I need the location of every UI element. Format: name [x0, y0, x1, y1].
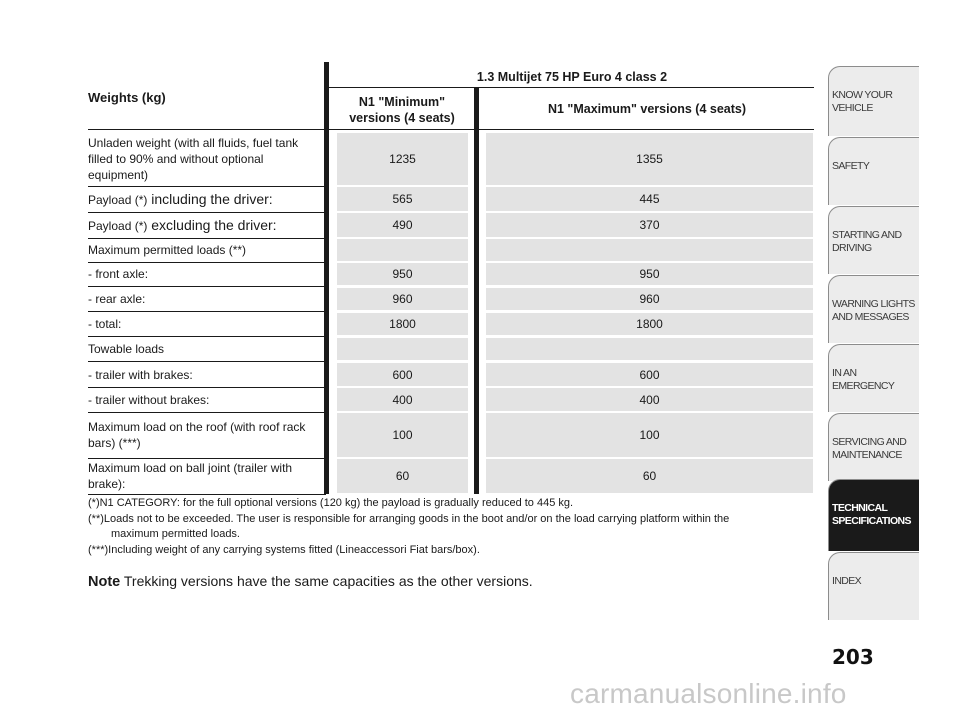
- column-heading-min-line1: N1 "Minimum": [358, 95, 446, 109]
- note-label: Note: [88, 574, 121, 590]
- chapter-tab[interactable]: [828, 275, 919, 343]
- cell-max: [486, 239, 813, 261]
- chapter-tab[interactable]: [828, 413, 919, 481]
- row-label: [88, 239, 320, 261]
- column-separator: [324, 62, 329, 494]
- row-label: [88, 413, 320, 457]
- cell-max: 950: [486, 263, 813, 285]
- row-label-text: - trailer with brakes:: [88, 367, 193, 382]
- cell-min: 1235: [337, 133, 468, 185]
- chapter-tab-label: WARNING LIGHTS AND MESSAGES: [832, 298, 915, 323]
- row-rule: [88, 361, 326, 362]
- table-header-label: Weights (kg): [88, 90, 166, 105]
- header-rule: [326, 87, 814, 88]
- row-label: [88, 388, 320, 411]
- cell-max: 1800: [486, 313, 813, 335]
- chapter-tab-label: KNOW YOUR VEHICLE: [832, 89, 893, 114]
- row-label-suffix: excluding the driver:: [147, 216, 277, 233]
- cell-max: 400: [486, 388, 813, 411]
- row-label-suffix: including the driver:: [147, 190, 273, 207]
- chapter-tab-label: TECHNICAL SPECIFICATIONS: [832, 502, 911, 527]
- chapter-tab[interactable]: [828, 552, 919, 620]
- footnote: (***)Including weight of any carrying systems fitted (Lineaccessori Fiat bars/box).: [88, 544, 480, 556]
- row-label-text: - front axle:: [88, 267, 149, 281]
- note: [88, 573, 533, 590]
- cell-max: 445: [486, 187, 813, 211]
- cell-min: 100: [337, 413, 468, 457]
- page-number: 203: [832, 645, 874, 669]
- row-label: [88, 213, 320, 237]
- row-rule: [88, 336, 326, 337]
- cell-min: 950: [337, 263, 468, 285]
- row-label-text: - trailer without brakes:: [88, 392, 210, 407]
- cell-max: 60: [486, 459, 813, 493]
- cell-max: 100: [486, 413, 813, 457]
- row-label-text: Maximum load on ball joint (trailer with brake):: [88, 461, 293, 491]
- cell-max: [486, 338, 813, 360]
- row-label-text: Maximum permitted loads (**): [88, 243, 247, 257]
- row-label-text: Unladen weight (with all fluids, fuel tank filled to 90% and without optional equipment): [88, 136, 299, 182]
- header-rule: [88, 129, 814, 130]
- footnote: (*)N1 CATEGORY: for the full optional versions (120 kg) the payload is gradually reduced to 445 kg.: [88, 497, 574, 509]
- cell-min: [337, 338, 468, 360]
- row-label-prefix: Payload (*): [88, 192, 148, 207]
- cell-max: 600: [486, 363, 813, 386]
- cell-max: 370: [486, 213, 813, 237]
- chapter-tab-label: STARTING AND DRIVING: [832, 229, 902, 254]
- chapter-tab[interactable]: [828, 479, 919, 551]
- chapter-tab[interactable]: [828, 137, 919, 205]
- row-label-text: Towable loads: [88, 342, 165, 356]
- row-label: [88, 263, 320, 285]
- watermark: carmanualsonline.info: [570, 678, 847, 709]
- chapter-tab[interactable]: [828, 344, 919, 412]
- row-label: [88, 288, 320, 310]
- chapter-tab[interactable]: [828, 66, 919, 136]
- note-text: Trekking versions have the same capacities as the other versions.: [120, 573, 533, 589]
- cell-min: 960: [337, 288, 468, 310]
- row-rule: [88, 311, 326, 312]
- column-heading-min: [330, 94, 474, 126]
- row-label: [88, 363, 320, 386]
- chapter-tab-label: SERVICING AND MAINTENANCE: [832, 436, 907, 461]
- column-heading-max: N1 "Maximum" versions (4 seats): [547, 102, 747, 116]
- row-label-text: Maximum load on the roof (with roof rack bars) (***): [88, 420, 306, 450]
- column-separator: [474, 88, 479, 494]
- footnote: (**)Loads not to be exceeded. The user is responsible for arranging goods in the boot and/or on the load carrying platform within the: [88, 513, 730, 525]
- cell-min: 1800: [337, 313, 468, 335]
- row-label-text: - rear axle:: [88, 292, 146, 306]
- cell-min: 490: [337, 213, 468, 237]
- cell-min: 600: [337, 363, 468, 386]
- row-label-prefix: Payload (*): [88, 218, 148, 233]
- chapter-tab-label: IN AN EMERGENCY: [832, 367, 895, 392]
- row-label: [88, 313, 320, 335]
- row-rule: [88, 494, 326, 495]
- cell-min: 400: [337, 388, 468, 411]
- cell-min: 60: [337, 459, 468, 493]
- row-label: [88, 338, 320, 360]
- column-heading-min-line2: versions (4 seats): [349, 111, 455, 125]
- chapter-tab[interactable]: [828, 206, 919, 274]
- cell-min: [337, 239, 468, 261]
- cell-max: 1355: [486, 133, 813, 185]
- engine-heading: 1.3 Multijet 75 HP Euro 4 class 2: [476, 70, 668, 84]
- chapter-tab-label: SAFETY: [832, 160, 870, 172]
- cell-max: 960: [486, 288, 813, 310]
- footnote-continued: maximum permitted loads.: [111, 528, 240, 540]
- row-rule: [88, 286, 326, 287]
- row-label: [88, 459, 320, 493]
- row-label-text: - total:: [88, 317, 122, 331]
- chapter-tab-label: INDEX: [832, 575, 862, 587]
- row-label: [88, 187, 320, 211]
- row-label: [88, 133, 320, 185]
- cell-min: 565: [337, 187, 468, 211]
